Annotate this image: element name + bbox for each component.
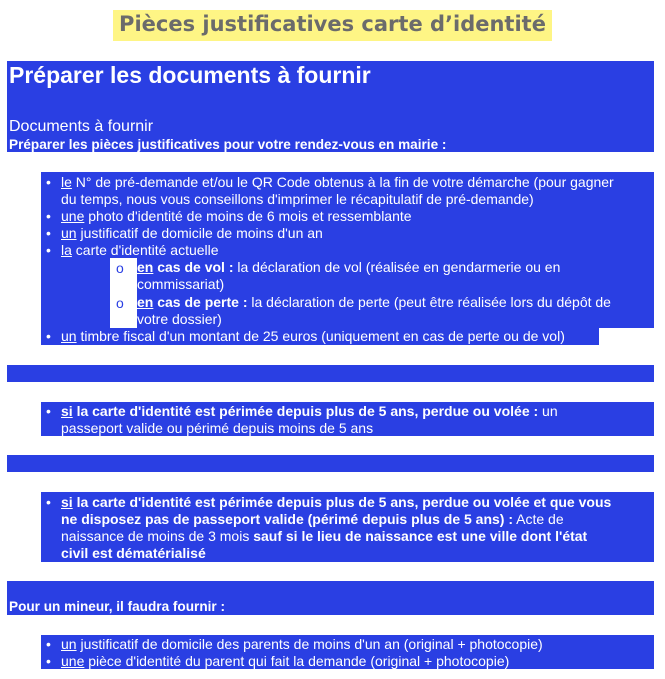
list-bullet: • xyxy=(46,208,51,224)
minor-title: Pour un mineur, il faudra fournir : xyxy=(9,599,225,614)
list-item: une photo d'identité de moins de 6 mois et ressemblante xyxy=(61,208,412,224)
document-title-wrap xyxy=(0,10,665,41)
condition-item-continuation: ne disposez pas de passeport valide (périmé depuis plus de 5 ans) : Acte de xyxy=(61,511,564,527)
condition-item-continuation: passeport valide ou périmé depuis moins de 5 ans xyxy=(61,420,374,436)
list-item: un justificatif de domicile de moins d'un an xyxy=(61,225,323,241)
list-bullet: • xyxy=(46,174,51,190)
list-bullet: • xyxy=(46,403,51,419)
list-item-continuation: du temps, nous vous conseillons d'imprimer le récapitulatif de pré-demande) xyxy=(61,191,534,207)
minor-list-item: un justificatif de domicile des parents de moins d'un an (original + photocopie) xyxy=(61,636,543,652)
sublist-item-continuation: votre dossier) xyxy=(137,311,222,327)
section-heading: Préparer les documents à fournir xyxy=(9,62,371,88)
list-bullet: • xyxy=(46,242,51,258)
list-bullet: • xyxy=(46,636,51,652)
list-bullet: • xyxy=(46,328,51,344)
minor-list-item: une pièce d'identité du parent qui fait la demande (original + photocopie) xyxy=(61,653,510,669)
spacer-band xyxy=(7,365,654,382)
list-item: le N° de pré-demande et/ou le QR Code obtenus à la fin de votre démarche (pour gagner xyxy=(61,174,614,190)
list-item: un timbre fiscal d'un montant de 25 euros (uniquement en cas de perte ou de vol) xyxy=(61,328,565,344)
section-subheading: Documents à fournir xyxy=(9,118,154,135)
spacer-band xyxy=(7,455,654,472)
condition-item-continuation: civil est dématérialisé xyxy=(61,545,206,561)
list-block-sub xyxy=(41,258,110,328)
condition-item-continuation: naissance de moins de 3 mois sauf si le lieu de naissance est une ville dont l'état xyxy=(61,528,588,544)
condition-item: si la carte d'identité est périmée depuis plus de 5 ans, perdue ou volée et que vous xyxy=(61,494,612,510)
section-intro: Préparer les pièces justificatives pour votre rendez-vous en mairie : xyxy=(9,137,447,152)
sublist-item-continuation: commissariat) xyxy=(137,276,225,292)
condition-item: si la carte d'identité est périmée depuis plus de 5 ans, perdue ou volée : un xyxy=(61,403,558,419)
list-item: la carte d'identité actuelle xyxy=(61,242,219,258)
list-bullet: • xyxy=(46,653,51,669)
sublist-bullet: o xyxy=(116,260,124,276)
list-bullet: • xyxy=(46,225,51,241)
document-title: Pièces justificatives carte d’identité xyxy=(113,10,552,41)
list-bullet: • xyxy=(46,494,51,510)
sublist-bullet: o xyxy=(116,295,124,311)
sublist-item: en cas de perte : la déclaration de perte (peut être réalisée lors du dépôt de xyxy=(137,294,611,310)
sublist-item: en cas de vol : la déclaration de vol (réalisée en gendarmerie ou en xyxy=(137,259,561,275)
